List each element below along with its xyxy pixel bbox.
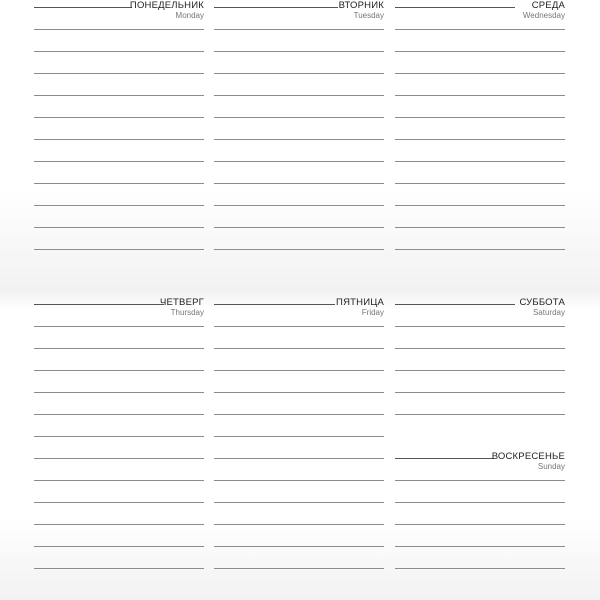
writing-line bbox=[214, 568, 384, 569]
writing-line bbox=[214, 51, 384, 52]
writing-line bbox=[395, 546, 565, 547]
day-sub-tuesday: Tuesday bbox=[353, 11, 384, 20]
writing-line bbox=[395, 227, 565, 228]
writing-line bbox=[34, 51, 204, 52]
day-name-sunday: ВОСКРЕСЕНЬЕ bbox=[491, 451, 565, 462]
day-sub-monday: Monday bbox=[175, 11, 204, 20]
writing-line bbox=[34, 502, 204, 503]
writing-line bbox=[395, 73, 565, 74]
writing-line bbox=[214, 95, 384, 96]
writing-line bbox=[395, 139, 565, 140]
writing-line bbox=[34, 436, 204, 437]
day-header-tuesday bbox=[214, 0, 384, 24]
writing-line bbox=[34, 117, 204, 118]
writing-line bbox=[214, 480, 384, 481]
day-sub-sunday: Sunday bbox=[537, 462, 565, 471]
writing-line bbox=[214, 139, 384, 140]
writing-line bbox=[214, 392, 384, 393]
day-header-sunday bbox=[395, 451, 565, 475]
writing-line bbox=[34, 227, 204, 228]
writing-line bbox=[34, 139, 204, 140]
header-rule bbox=[395, 304, 515, 305]
day-header-thursday bbox=[34, 297, 204, 321]
writing-line bbox=[34, 29, 204, 30]
day-name-monday: ПОНЕДЕЛЬНИК bbox=[129, 0, 204, 11]
writing-line bbox=[214, 183, 384, 184]
writing-line bbox=[395, 502, 565, 503]
writing-line bbox=[214, 370, 384, 371]
day-header-wednesday bbox=[395, 0, 565, 24]
writing-line bbox=[34, 161, 204, 162]
writing-line bbox=[395, 29, 565, 30]
writing-line bbox=[395, 117, 565, 118]
writing-line bbox=[214, 326, 384, 327]
writing-line bbox=[214, 414, 384, 415]
writing-line bbox=[34, 546, 204, 547]
writing-line bbox=[395, 392, 565, 393]
writing-line bbox=[34, 205, 204, 206]
writing-line bbox=[34, 348, 204, 349]
day-sub-thursday: Thursday bbox=[170, 308, 204, 317]
writing-line bbox=[395, 183, 565, 184]
writing-line bbox=[214, 249, 384, 250]
writing-line bbox=[34, 392, 204, 393]
writing-line bbox=[214, 458, 384, 459]
header-rule bbox=[34, 7, 132, 8]
header-rule bbox=[395, 458, 494, 459]
header-rule bbox=[214, 304, 335, 305]
writing-line bbox=[34, 370, 204, 371]
writing-line bbox=[34, 458, 204, 459]
writing-line bbox=[395, 414, 565, 415]
day-header-saturday bbox=[395, 297, 565, 321]
writing-line bbox=[214, 348, 384, 349]
writing-line bbox=[34, 249, 204, 250]
day-header-monday bbox=[34, 0, 204, 24]
writing-line bbox=[34, 480, 204, 481]
writing-line bbox=[34, 183, 204, 184]
writing-line bbox=[395, 249, 565, 250]
header-rule bbox=[34, 304, 164, 305]
writing-line bbox=[214, 161, 384, 162]
header-rule bbox=[395, 7, 515, 8]
day-sub-saturday: Saturday bbox=[532, 308, 565, 317]
day-name-tuesday: ВТОРНИК bbox=[338, 0, 384, 11]
writing-line bbox=[395, 348, 565, 349]
writing-line bbox=[395, 95, 565, 96]
writing-line bbox=[34, 73, 204, 74]
day-name-thursday: ЧЕТВЕРГ bbox=[159, 297, 204, 308]
header-rule bbox=[214, 7, 338, 8]
day-sub-friday: Friday bbox=[361, 308, 384, 317]
writing-line bbox=[214, 117, 384, 118]
writing-line bbox=[214, 227, 384, 228]
writing-line bbox=[395, 205, 565, 206]
writing-line bbox=[395, 568, 565, 569]
writing-line bbox=[395, 326, 565, 327]
day-name-wednesday: СРЕДА bbox=[531, 0, 565, 11]
writing-line bbox=[214, 502, 384, 503]
writing-line bbox=[214, 524, 384, 525]
day-name-saturday: СУББОТА bbox=[519, 297, 565, 308]
day-header-friday bbox=[214, 297, 384, 321]
day-sub-wednesday: Wednesday bbox=[522, 11, 565, 20]
writing-line bbox=[214, 73, 384, 74]
writing-line bbox=[34, 524, 204, 525]
writing-line bbox=[214, 546, 384, 547]
writing-line bbox=[34, 95, 204, 96]
week-bottom-half bbox=[0, 288, 600, 600]
writing-line bbox=[395, 51, 565, 52]
writing-line bbox=[34, 414, 204, 415]
writing-line bbox=[214, 205, 384, 206]
writing-line bbox=[395, 370, 565, 371]
writing-line bbox=[214, 29, 384, 30]
writing-line bbox=[395, 161, 565, 162]
writing-line bbox=[34, 326, 204, 327]
day-name-friday: ПЯТНИЦА bbox=[336, 297, 384, 308]
week-top-half bbox=[0, 0, 600, 288]
writing-line bbox=[214, 436, 384, 437]
writing-line bbox=[395, 480, 565, 481]
writing-line bbox=[395, 524, 565, 525]
writing-line bbox=[34, 568, 204, 569]
